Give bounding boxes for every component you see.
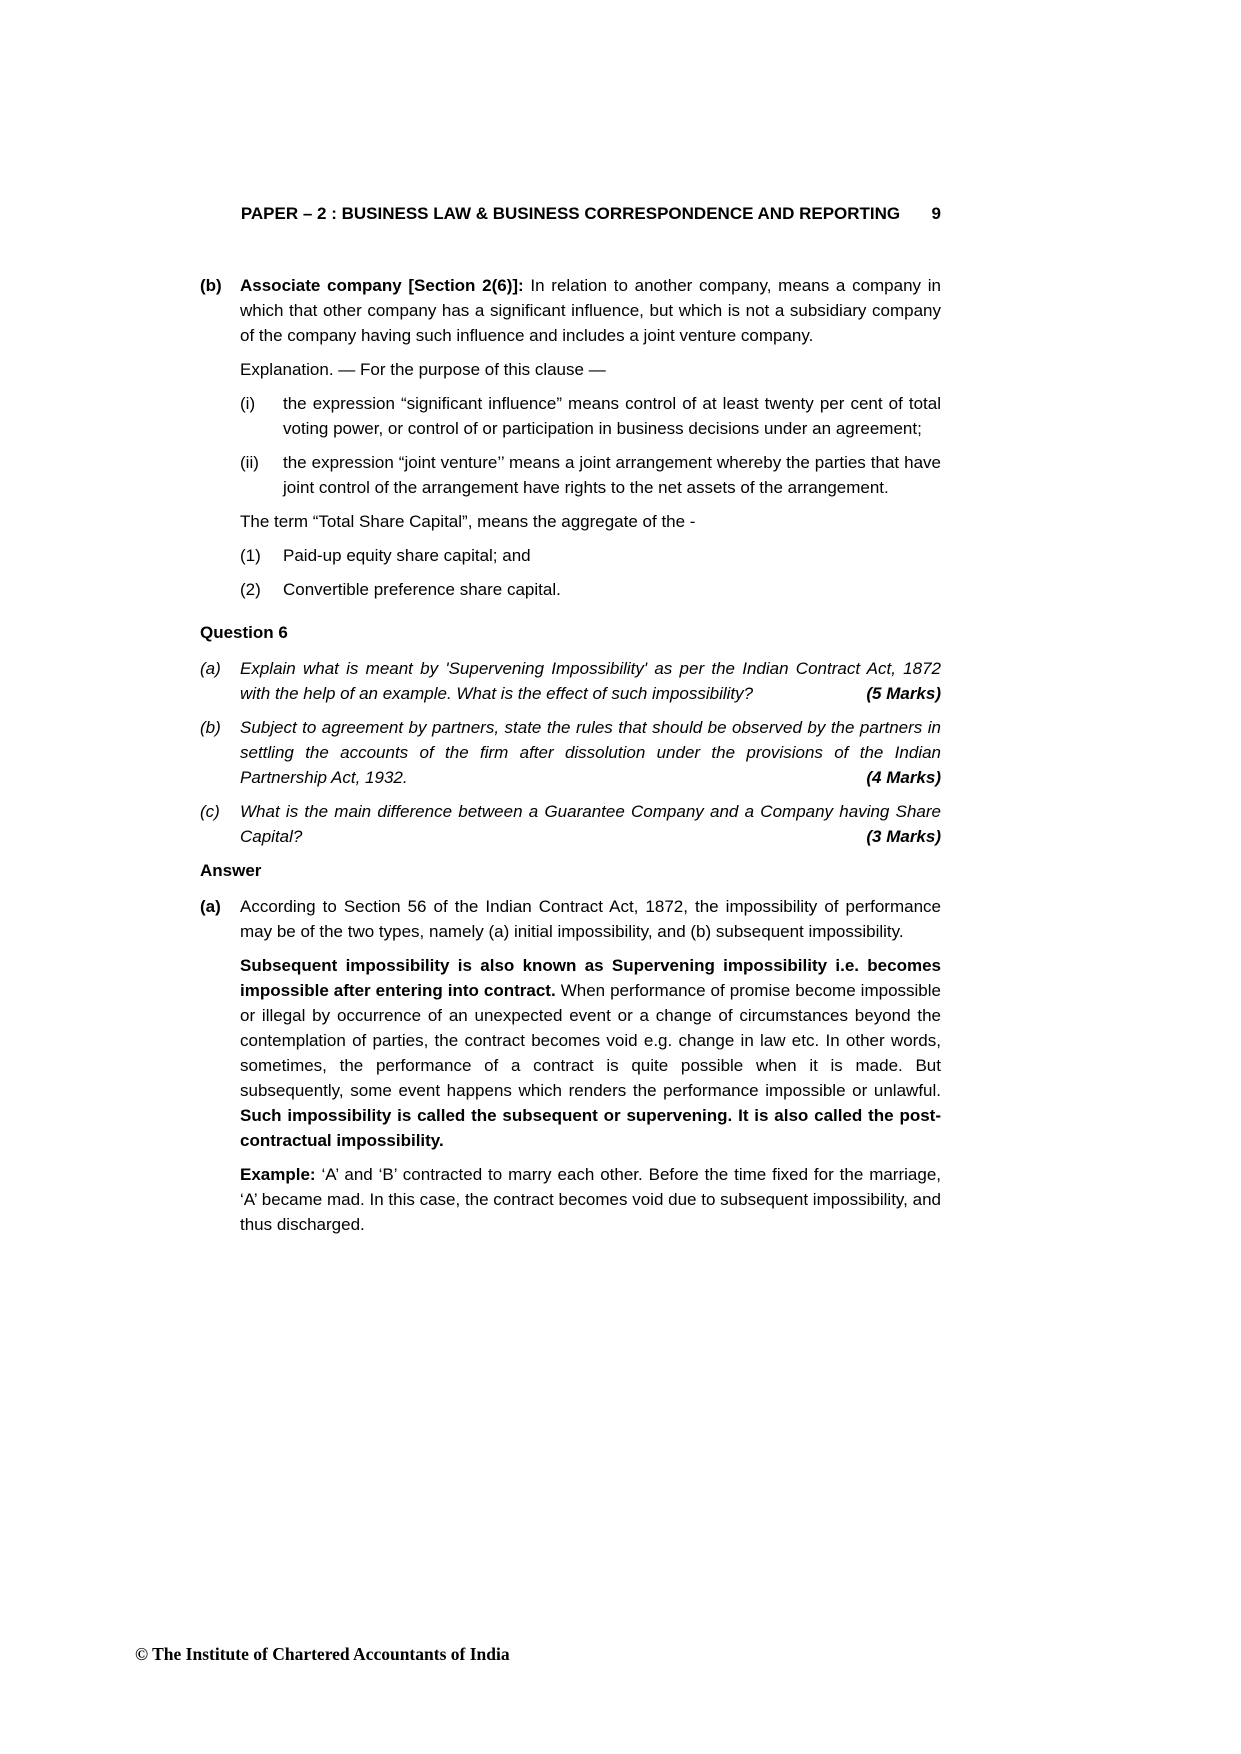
question-c-marks: (3 Marks) [866, 827, 941, 846]
section-item-b [200, 273, 941, 611]
page-content [200, 203, 941, 1246]
page-number: 9 [931, 204, 941, 223]
example-text: ‘A’ and ‘B’ contracted to marry each other. Before the time fixed for the marriage, ‘A’ became mad. In this case, the contract becomes void due to subsequent impossibility, and thus discharged. [240, 1165, 941, 1234]
answer-para-2 [240, 953, 941, 1153]
answer-para-1: According to Section 56 of the Indian Contract Act, 1872, the impossibility of performance may be of the two types, namely (a) initial impossibility, and (b) subsequent impossibility. [240, 897, 941, 941]
numbered-item-1 [240, 543, 941, 568]
answer-para-3-example [240, 1162, 941, 1237]
example-label: Example: [240, 1165, 316, 1184]
page-header [200, 203, 941, 225]
question-c-text: What is the main difference between a Guarantee Company and a Company having Share Capital? [240, 802, 941, 846]
roman-item-ii [240, 450, 941, 500]
answer-a-label: (a) [200, 897, 221, 916]
item-b-label: (b) [200, 276, 222, 295]
question-b-text: Subject to agreement by partners, state the rules that should be observed by the partners in settling the accounts of the firm after dissolution under the provisions of the Indian Partnership Act, 1932. [240, 718, 941, 787]
answer-heading: Answer [200, 861, 262, 880]
question-a-text: Explain what is meant by 'Supervening Impossibility' as per the Indian Contract Act, 1872 with the help of an example. What is the effect of such impossibility? [240, 659, 941, 703]
question-b-body [240, 715, 941, 790]
answer-para-2-bold-lead: Subsequent impossibility is also known as Supervening impossibility i.e. becomes impossible after entering into contract. [240, 956, 941, 1000]
answer-a-body [240, 894, 941, 1237]
question-part-c [200, 799, 941, 849]
numbered-item-2 [240, 577, 941, 602]
item-b-text [240, 273, 941, 611]
numbered-label-2: (2) [240, 580, 261, 599]
question-b-label: (b) [200, 718, 221, 737]
question-part-a [200, 656, 941, 706]
question-a-marks: (5 Marks) [866, 684, 941, 703]
question-6-heading: Question 6 [200, 623, 288, 642]
numbered-label-1: (1) [240, 546, 261, 565]
question-c-label: (c) [200, 802, 220, 821]
roman-item-i [240, 391, 941, 441]
answer-para-2-bold-tail: Such impossibility is called the subsequent or supervening. It is also called the post-contractual impossibility. [240, 1106, 941, 1150]
answer-para-2-regular: When performance of promise become impossible or illegal by occurrence of an unexpected event or a change of circumstances beyond the contemplation of parties, the contract becomes void e.g. change in law etc. In other words, sometimes, the performance of a contract is quite possible when it is made. But subsequently, some event happens which renders the performance impossible or unlawful. [240, 981, 941, 1100]
question-part-b [200, 715, 941, 790]
roman-text-i: the expression “significant influence” means control of at least twenty per cent of total voting power, or control of or participation in business decisions under an agreement; [283, 394, 941, 438]
header-title: PAPER – 2 : BUSINESS LAW & BUSINESS CORRESPONDENCE AND REPORTING [240, 204, 901, 223]
roman-label-ii: (ii) [240, 453, 259, 472]
question-a-label: (a) [200, 659, 221, 678]
numbered-text-2: Convertible preference share capital. [283, 580, 561, 599]
item-b-body: In relation to another company, means a company in which that other company has a significant influence, but which is not a subsidiary company of the company having such influence and includes a joint venture company. [240, 276, 941, 345]
footer-copyright: © The Institute of Chartered Accountants of India [135, 1644, 510, 1664]
item-b-lead: Associate company [Section 2(6)]: [240, 276, 524, 295]
numbered-text-1: Paid-up equity share capital; and [283, 546, 531, 565]
answer-part-a [200, 894, 941, 1237]
question-b-marks: (4 Marks) [866, 768, 941, 787]
question-a-body [240, 656, 941, 706]
total-share-capital-line: The term “Total Share Capital”, means the aggregate of the - [240, 512, 696, 531]
explanation-line: Explanation. — For the purpose of this clause — [240, 360, 606, 379]
roman-label-i: (i) [240, 394, 256, 413]
question-c-body [240, 799, 941, 849]
spacer [240, 348, 941, 357]
roman-text-ii: the expression “joint venture’’ means a joint arrangement whereby the parties that have joint control of the arrangement have rights to the net assets of the arrangement. [283, 453, 941, 497]
